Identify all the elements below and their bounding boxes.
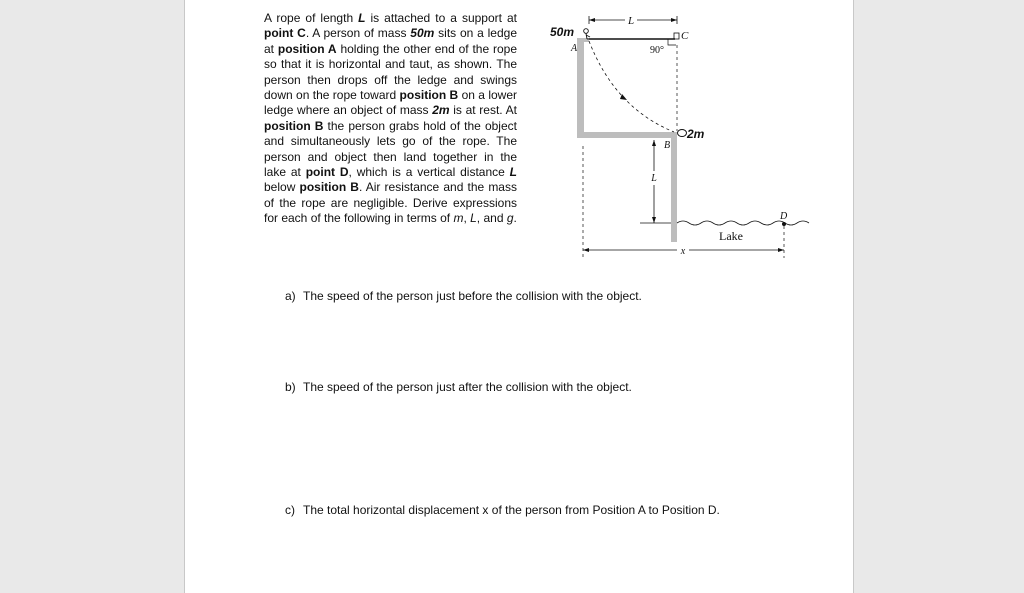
point-c-ref: point C <box>264 26 306 41</box>
label-L-vertical: L <box>651 173 657 184</box>
var-m: m <box>453 211 464 226</box>
problem-text: on a lower ledge where an object of mass <box>264 88 518 118</box>
question-label: c) <box>285 503 295 517</box>
problem-text: A rope of length <box>264 11 359 25</box>
point-d-marker <box>782 222 786 226</box>
problem-text: , and <box>476 211 507 226</box>
lake-surface <box>677 221 809 225</box>
label-D: D <box>780 211 788 222</box>
question-text: The speed of the person just before the collision with the object. <box>303 289 642 303</box>
problem-text: . Air resistance and the mass of the rope are negligible. Derive expressions for each of the following in terms of <box>264 180 517 226</box>
label-B: B <box>664 140 671 151</box>
right-angle-marker <box>668 39 676 45</box>
position-a-ref: position A <box>277 41 337 56</box>
object-2m <box>678 130 687 137</box>
problem-text: , which is a vertical distance <box>348 165 510 180</box>
problem-text: the person grabs hold of the object and simultaneously lets go of the rope. The person and object then land together in the lake at <box>264 118 517 180</box>
lower-ledge-top <box>584 132 677 138</box>
problem-text: . A person of mass <box>305 26 411 41</box>
problem-text: , <box>463 211 471 226</box>
label-A: A <box>571 43 578 54</box>
problem-statement <box>264 11 517 227</box>
point-d-ref: point D <box>305 165 349 180</box>
var-L: L <box>358 11 366 25</box>
pendulum-diagram <box>540 8 810 258</box>
lower-ledge-wall <box>671 132 677 242</box>
var-L: L <box>470 211 477 226</box>
label-angle: 90° <box>650 45 664 56</box>
mass-50m: 50m <box>410 26 435 41</box>
problem-text: . <box>513 211 517 226</box>
question-b <box>285 380 632 394</box>
label-L-top: L <box>627 15 635 27</box>
question-c <box>285 503 720 517</box>
problem-text: is at rest. At <box>449 103 517 118</box>
question-text: The speed of the person just after the collision with the object. <box>303 380 632 394</box>
label-C: C <box>681 30 689 42</box>
support-c <box>674 33 679 39</box>
question-a <box>285 289 642 303</box>
question-label: b) <box>285 380 296 394</box>
position-b-ref: position B <box>299 180 359 195</box>
label-mass-2m: 2m <box>687 127 705 141</box>
problem-text: is attached to a support at <box>365 11 518 25</box>
mass-2m: 2m <box>432 103 450 118</box>
position-b-ref: position B <box>399 88 459 103</box>
label-x: x <box>680 246 686 257</box>
label-lake: Lake <box>719 229 743 243</box>
problem-text: sits on a ledge at <box>264 26 517 56</box>
problem-text: below <box>264 180 300 195</box>
upper-ledge-wall <box>577 38 584 138</box>
var-g: g <box>506 211 514 226</box>
person-icon <box>584 29 591 39</box>
problem-text: holding the other end of the rope so that it is horizontal and taut, as shown. The person then drops off the ledge and swings down on the rope toward <box>264 41 517 103</box>
label-mass-50m: 50m <box>550 25 575 39</box>
question-label: a) <box>285 289 296 303</box>
question-text: The total horizontal displacement x of the person from Position A to Position D. <box>303 503 720 517</box>
position-b-ref: position B <box>264 118 324 133</box>
var-L: L <box>509 165 517 180</box>
